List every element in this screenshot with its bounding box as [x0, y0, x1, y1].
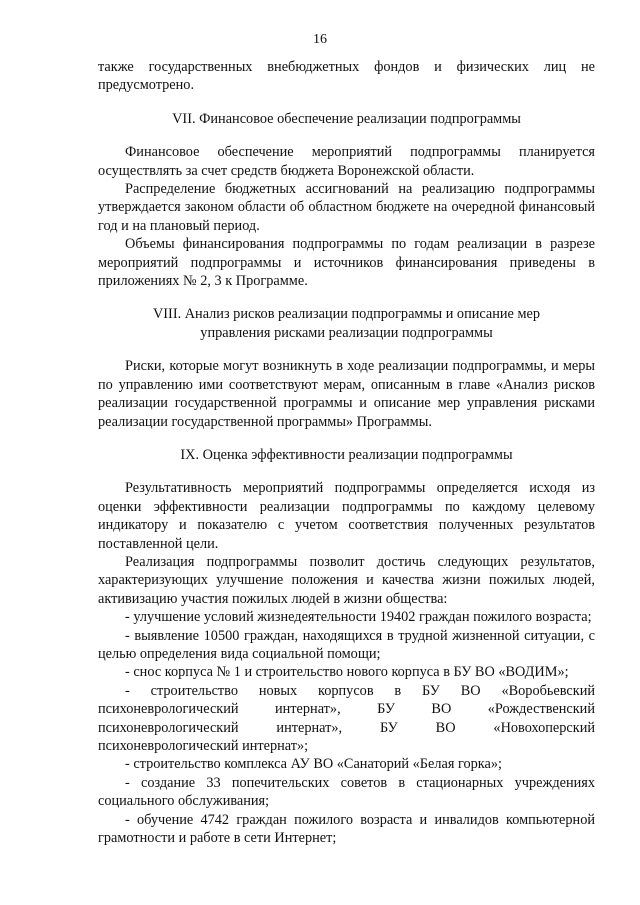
- result-item: - снос корпуса № 1 и строительство нового корпуса в БУ ВО «ВОДИМ»;: [125, 664, 569, 681]
- section-9-paragraph: Результативность мероприятий подпрограммы определяется исходя из оценки эффективности реализации подпрограммы по каждому целевому индикатору и показателю с учетом соответствия полученных результатов поставленной цели.: [98, 480, 595, 552]
- section-9-paragraph: Реализация подпрограммы позволит достичь следующих результатов, характеризующих улучшение положения и качества жизни пожилых людей, активизацию участия пожилых людей в жизни общества:: [98, 553, 595, 607]
- section-7-paragraph: Объемы финансирования подпрограммы по годам реализации в разрезе мероприятий подпрограммы и источников финансирования приведены в приложениях № 2, 3 к Программе.: [98, 236, 595, 290]
- result-item: - строительство комплекса АУ ВО «Санаторий «Белая горка»;: [125, 756, 502, 773]
- section-9-title: IX. Оценка эффективности реализации подпрограммы: [180, 446, 513, 463]
- section-8-title-line-2: управления рисками реализации подпрограммы: [200, 324, 493, 341]
- section-8-title-line-1: VIII. Анализ рисков реализации подпрограммы и описание мер: [152, 306, 541, 323]
- section-8-paragraph: Риски, которые могут возникнуть в ходе реализации подпрограммы, и меры по управлению ими соответствуют мерам, описанным в главе «Анализ рисков реализации государственной программы и описание мер управления рисками реализации государственной программы» Программы.: [98, 358, 595, 430]
- section-7-paragraph: Распределение бюджетных ассигнований на реализацию подпрограммы утверждается законом области об областном бюджете на очередной финансовый год и на плановый период.: [98, 181, 595, 234]
- section-8-title: [98, 305, 595, 342]
- result-item: - улучшение условий жизнедеятельности 19402 граждан пожилого возраста;: [125, 609, 592, 626]
- page-number: 16: [313, 32, 327, 47]
- result-item: - обучение 4742 граждан пожилого возраста и инвалидов компьютерной грамотности и работе в сети Интернет;: [98, 811, 595, 847]
- section-7-title: VII. Финансовое обеспечение реализации подпрограммы: [172, 110, 521, 127]
- intro-paragraph: также государственных внебюджетных фондов и физических лиц не предусмотрено.: [98, 59, 595, 94]
- document-body: [98, 58, 595, 847]
- result-item: - создание 33 попечительских советов в стационарных учреждениях социального обслуживания;: [98, 774, 595, 810]
- result-item: - выявление 10500 граждан, находящихся в трудной жизненной ситуации, с целью определения вида социальной помощи;: [98, 627, 595, 662]
- section-7-paragraph: Финансовое обеспечение мероприятий подпрограммы планируется осуществлять за счет средств бюджета Воронежской области.: [98, 144, 595, 179]
- result-item: - строительство новых корпусов в БУ ВО «Воробьевский психоневрологический интернат», БУ ВО «Рождественский психоневрологический интернат», БУ ВО «Новохоперский психоневрологический интернат»;: [98, 682, 595, 754]
